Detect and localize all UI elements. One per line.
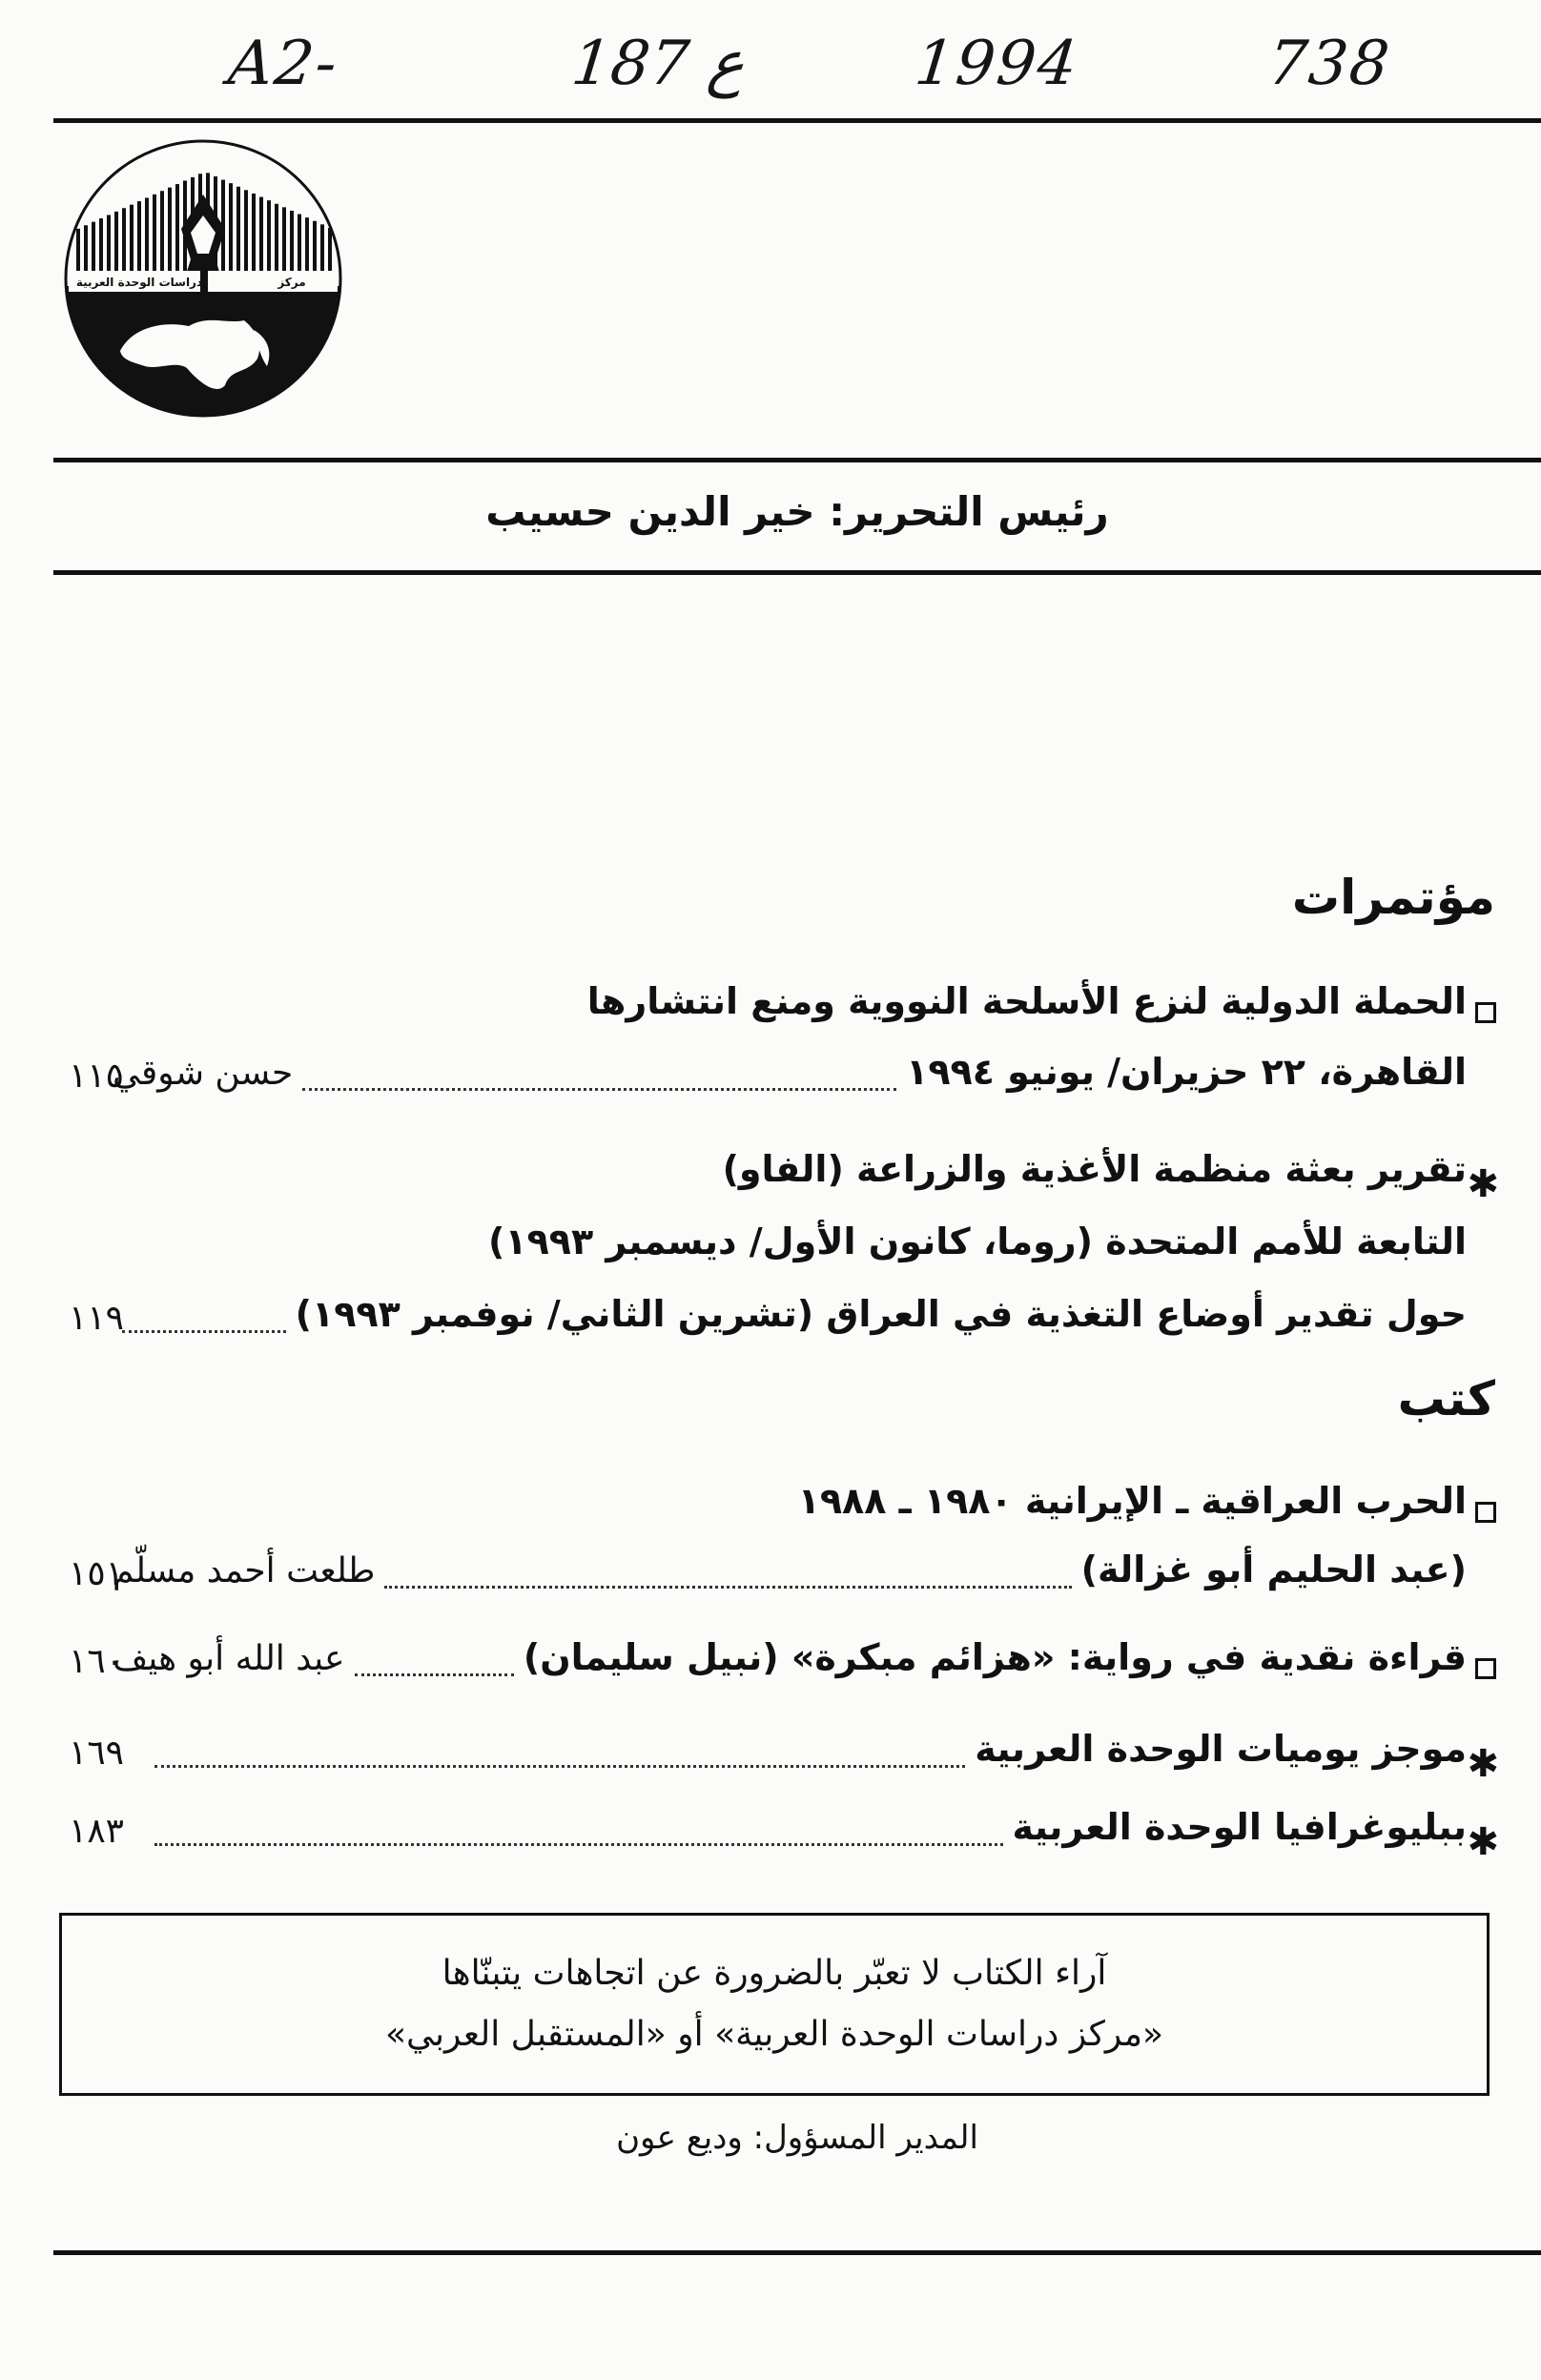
- list-item: [113, 1728, 1467, 1789]
- page-number: ١١٩: [69, 1299, 125, 1338]
- item-title-continued: القاهرة، ٢٢ حزيران/ يونيو ١٩٩٤: [906, 1051, 1467, 1093]
- asterisk-bullet: ✱: [1467, 1820, 1499, 1864]
- disclaimer-line-2: «مركز دراسات الوحدة العربية» أو «المستقبل العربي»: [384, 2015, 1164, 2054]
- list-item: [113, 980, 1467, 1041]
- handwritten-year: 1994: [912, 29, 1082, 99]
- rule-below-editor: [53, 570, 1541, 575]
- section-heading-books: كتب: [1397, 1371, 1495, 1426]
- item-author: طلعت أحمد مسلّم: [113, 1551, 376, 1590]
- item-title-continued: (عبد الحليم أبو غزالة): [1080, 1549, 1467, 1590]
- item-title-continued: التابعة للأمم المتحدة (روما، كانون الأول/ ديسمبر ١٩٩٣): [488, 1221, 1467, 1262]
- rule-above-editor: [53, 458, 1541, 462]
- item-author: حسن شوقي: [113, 1054, 294, 1093]
- leader-dots: [384, 1586, 1071, 1589]
- item-author: عبد الله أبو هيف: [113, 1639, 345, 1678]
- logo-text-left: دراسات الوحدة العربية: [75, 276, 203, 289]
- asterisk-bullet: ✱: [1467, 1742, 1499, 1786]
- checkbox-bullet: [1472, 1493, 1499, 1531]
- disclaimer-line-1: آراء الكتاب لا تعبّر بالضرورة عن اتجاهات يتبنّاها: [442, 1954, 1107, 1993]
- leader-dots: [154, 1765, 965, 1768]
- logo-bar: [175, 184, 179, 286]
- page-number: ١٦٠: [69, 1642, 125, 1681]
- leader-dots: [355, 1673, 514, 1676]
- handwritten-number: 187 ع: [568, 29, 749, 99]
- list-item: [113, 1480, 1467, 1541]
- handwritten-code: A2-: [225, 29, 342, 99]
- leader-dots: [122, 1330, 286, 1333]
- checkbox-bullet: [1472, 994, 1499, 1032]
- page-number: ١٦٩: [69, 1734, 125, 1773]
- item-title: موجز يوميات الوحدة العربية: [975, 1728, 1467, 1770]
- bottom-rule: [53, 2250, 1541, 2255]
- list-item: [113, 1293, 1467, 1354]
- list-item: [113, 1549, 1467, 1610]
- logo-bar: [229, 183, 233, 286]
- page-number: ١١٥: [69, 1057, 125, 1096]
- checkbox-bullet: [1472, 1650, 1499, 1688]
- item-title: الحملة الدولية لنزع الأسلحة النووية ومنع انتشارها: [586, 980, 1467, 1022]
- list-item: [113, 1221, 1467, 1282]
- item-title: تقرير بعثة منظمة الأغذية والزراعة (الفاو): [722, 1148, 1467, 1190]
- managing-director: المدير المسؤول: وديع عون: [616, 2119, 978, 2157]
- page-number: ١٨٣: [69, 1812, 125, 1851]
- disclaimer-box: [59, 1913, 1490, 2096]
- item-title: الحرب العراقية ـ الإيرانية ١٩٨٠ ـ ١٩٨٨: [797, 1480, 1467, 1522]
- item-title: قراءة نقدية في رواية: «هزائم مبكرة» (نبيل سليمان): [523, 1636, 1467, 1678]
- handwritten-ref: 738: [1264, 29, 1395, 99]
- list-item: [113, 1636, 1467, 1697]
- page-number: ١٥١: [69, 1554, 125, 1593]
- leader-dots: [154, 1843, 1003, 1846]
- editor-in-chief: رئيس التحرير: خير الدين حسيب: [485, 488, 1109, 535]
- list-item: [113, 1806, 1467, 1867]
- section-heading-conferences: مؤتمرات: [1291, 870, 1495, 925]
- logo-text-right: مركز: [277, 276, 306, 289]
- leader-dots: [302, 1088, 896, 1091]
- center-logo: [63, 133, 343, 420]
- top-rule: [53, 118, 1541, 123]
- item-title-continued: حول تقدير أوضاع التغذية في العراق (تشرين الثاني/ نوفمبر ١٩٩٣): [295, 1293, 1467, 1335]
- list-item: [113, 1148, 1467, 1209]
- list-item: [113, 1051, 1467, 1112]
- asterisk-bullet: ✱: [1467, 1162, 1499, 1206]
- item-title: ببليوغرافيا الوحدة العربية: [1012, 1806, 1467, 1848]
